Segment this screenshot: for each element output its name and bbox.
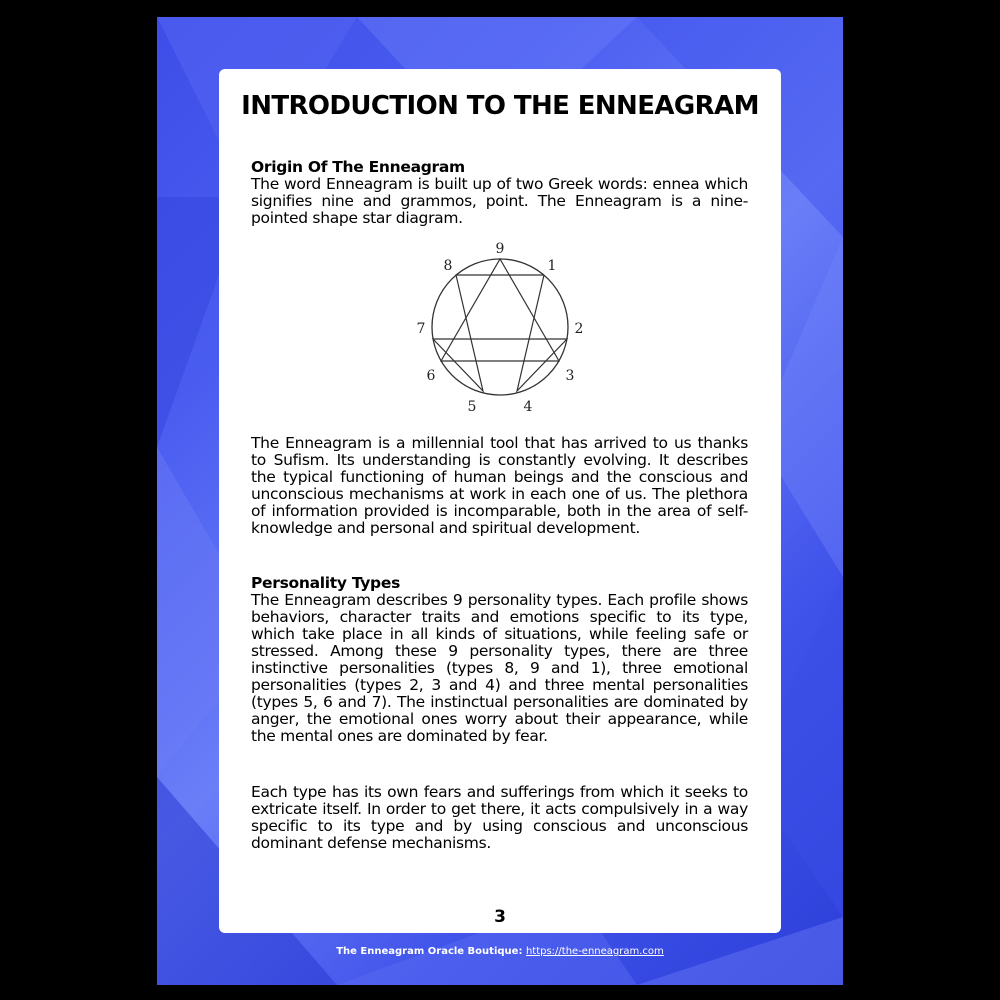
- enneagram-circle: [432, 259, 568, 395]
- sufism-paragraph: The Enneagram is a millennial tool that has arrived to us thanks to Sufism. Its understanding is constantly evolving. It describes the typical functioning of human beings and the conscious and unconscious mechanisms at work in each one of us. The plethora of information provided is incomparable, both in the area of self-knowledge and personal and spiritual development.: [251, 434, 748, 537]
- point-label-7: 7: [416, 321, 426, 337]
- point-label-8: 8: [443, 258, 453, 274]
- point-label-2: 2: [574, 321, 584, 337]
- content-card: [219, 69, 781, 933]
- page-title: INTRODUCTION TO THE ENNEAGRAM: [241, 91, 759, 121]
- point-label-4: 4: [523, 399, 533, 415]
- point-label-6: 6: [426, 368, 436, 384]
- point-label-3: 3: [565, 368, 575, 384]
- enneagram-diagram: [407, 235, 592, 415]
- point-label-9: 9: [495, 241, 505, 257]
- footer-label: The Enneagram Oracle Boutique:: [336, 946, 523, 957]
- origin-heading: Origin Of The Enneagram: [251, 158, 465, 176]
- origin-paragraph: The word Enneagram is built up of two Greek words: ennea which signifies nine and grammos, point. The Enneagram is a nine-pointed shape star diagram.: [251, 175, 748, 227]
- footer: [157, 946, 843, 957]
- personality-types-heading: Personality Types: [251, 574, 400, 592]
- point-label-1: 1: [547, 258, 557, 274]
- page: [157, 17, 843, 985]
- enneagram-triangle: [441, 259, 559, 361]
- point-label-5: 5: [467, 399, 477, 415]
- personality-types-paragraph: The Enneagram describes 9 personality types. Each profile shows behaviors, character traits and emotions specific to its type, which take place in all kinds of situations, while feeling safe or stressed. Among these 9 personality types, there are three instinctive personalities (types 8, 9 and 1), three emotional personalities (types 2, 3 and 4) and three mental personalities (types 5, 6 and 7). The instinctual personalities are dominated by anger, the emotional ones worry about their appearance, while the mental ones are dominated by fear.: [251, 591, 748, 745]
- fears-paragraph: Each type has its own fears and sufferings from which it seeks to extricate itself. In order to get there, it acts compulsively in a way specific to its type and by using conscious and unconscious dominant defense mechanisms.: [251, 783, 748, 852]
- enneagram-hexad: [433, 275, 567, 391]
- page-number: 3: [494, 907, 506, 927]
- footer-link[interactable]: https://the-enneagram.com: [525, 946, 664, 957]
